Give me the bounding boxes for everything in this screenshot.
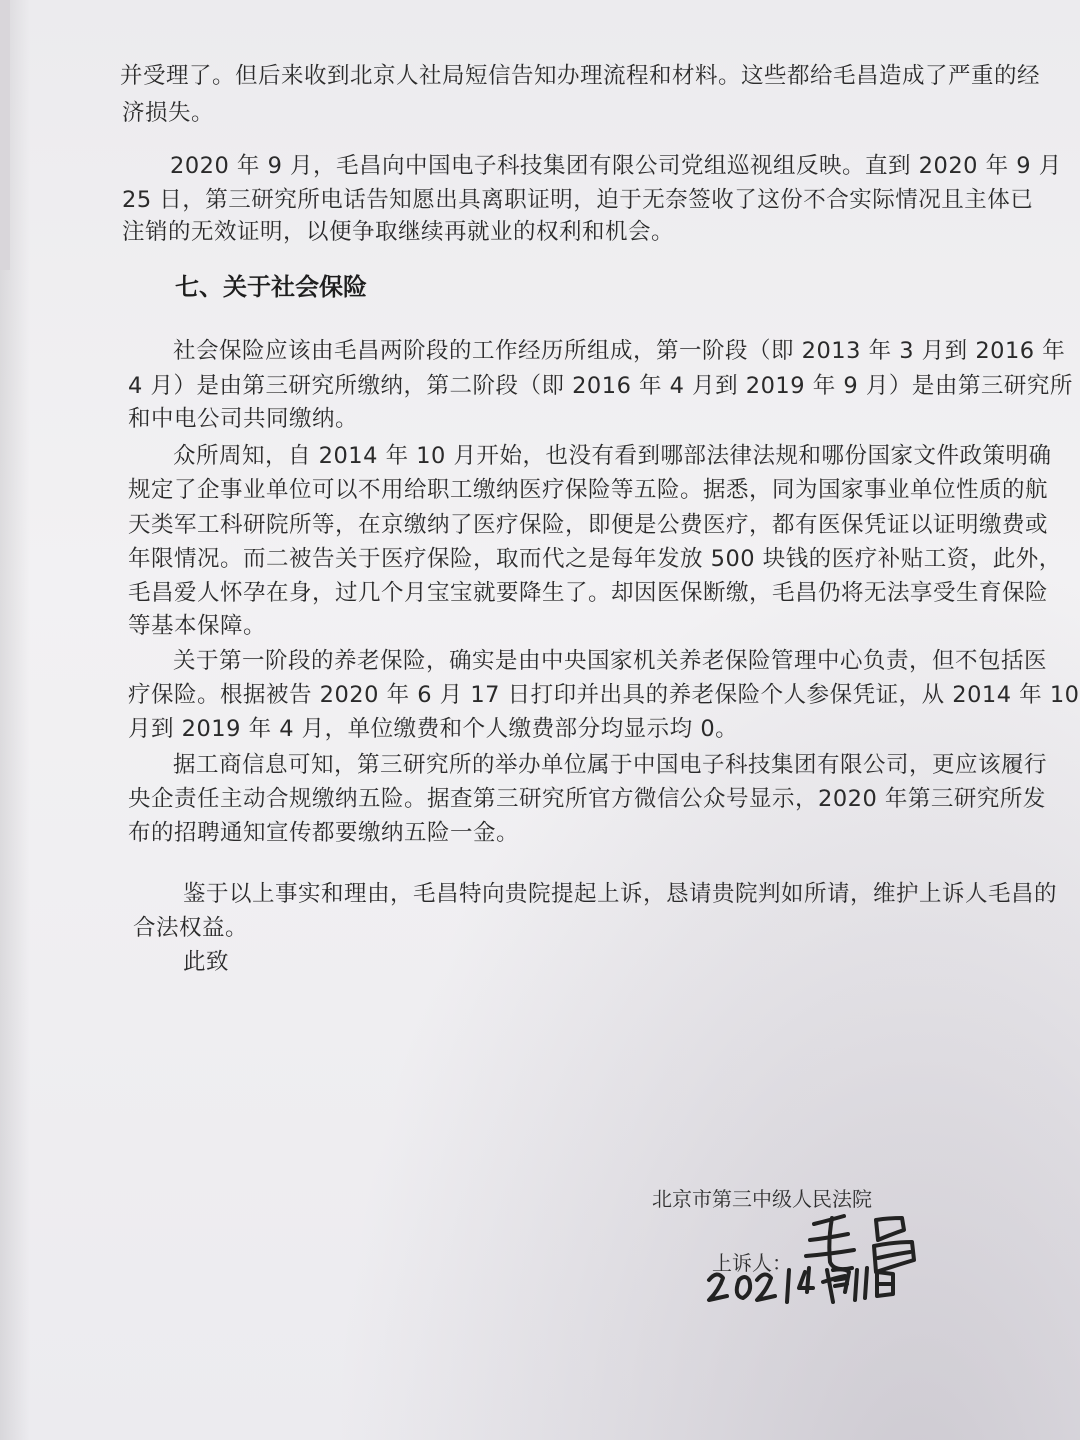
text-line: 社会保险应该由毛昌两阶段的工作经历所组成，第一阶段（即 2013 年 3 月到 2016 年 [173, 338, 1066, 364]
text-line: 关于第一阶段的养老保险，确实是由中央国家机关养老保险管理中心负责，但不包括医 [173, 648, 1048, 674]
text-line: 布的招聘通知宣传都要缴纳五险一金。 [128, 820, 520, 846]
text-line: 注销的无效证明，以便争取继续再就业的权利和机会。 [122, 219, 675, 245]
text-line: 并受理了。但后来收到北京人社局短信告知办理流程和材料。这些都给毛昌造成了严重的经 [120, 63, 1041, 89]
text-line: 此致 [183, 949, 230, 975]
text-line: 疗保险。根据被告 2020 年 6 月 17 日打印并出具的养老保险个人参保凭证，从 2014 年 10 [128, 682, 1080, 708]
text-line: 2020 年 9 月，毛昌向中国电子科技集团有限公司党组巡视组反映。直到 2020 年 9 月 [170, 153, 1062, 179]
text-line: 规定了企事业单位可以不用给职工缴纳医疗保险等五险。据悉，同为国家事业单位性质的航 [128, 477, 1049, 503]
text-line: 央企责任主动合规缴纳五险。据查第三研究所官方微信公众号显示，2020 年第三研究所发 [128, 786, 1046, 812]
text-line: 4 月）是由第三研究所缴纳，第二阶段（即 2016 年 4 月到 2019 年 9 月）是由第三研究所 [128, 373, 1073, 399]
text-line: 和中电公司共同缴纳。 [128, 406, 359, 432]
text-line: 合法权益。 [133, 915, 249, 941]
appellant-label: 上诉人： [712, 1251, 792, 1275]
text-line: 等基本保障。 [128, 613, 267, 639]
text-line: 鉴于以上事实和理由，毛昌特向贵院提起上诉，恳请贵院判如所请，维护上诉人毛昌的 [183, 881, 1058, 907]
section-heading: 七、关于社会保险 [175, 273, 367, 301]
text-line: 济损失。 [122, 100, 215, 126]
text-line: 25 日，第三研究所电话告知愿出具离职证明，迫于无奈签收了这份不合实际情况且主体已 [122, 187, 1034, 213]
court-name: 北京市第三中级人民法院 [652, 1187, 872, 1211]
page-fold [0, 0, 10, 270]
text-line: 据工商信息可知，第三研究所的举办单位属于中国电子科技集团有限公司，更应该履行 [173, 752, 1048, 778]
text-line: 毛昌爱人怀孕在身，过几个月宝宝就要降生了。却因医保断缴，毛昌仍将无法享受生育保险 [128, 580, 1049, 606]
text-line: 天类军工科研院所等，在京缴纳了医疗保险，即便是公费医疗，都有医保凭证以证明缴费或 [128, 512, 1049, 538]
text-line: 年限情况。而二被告关于医疗保险，取而代之是每年发放 500 块钱的医疗补贴工资，此外， [128, 546, 1062, 572]
text-line: 月到 2019 年 4 月，单位缴费和个人缴费部分均显示均 0。 [128, 716, 739, 742]
text-line: 众所周知，自 2014 年 10 月开始，也没有看到哪部法律法规和哪份国家文件政策明确 [173, 443, 1052, 469]
handwritten-date [705, 1262, 905, 1312]
